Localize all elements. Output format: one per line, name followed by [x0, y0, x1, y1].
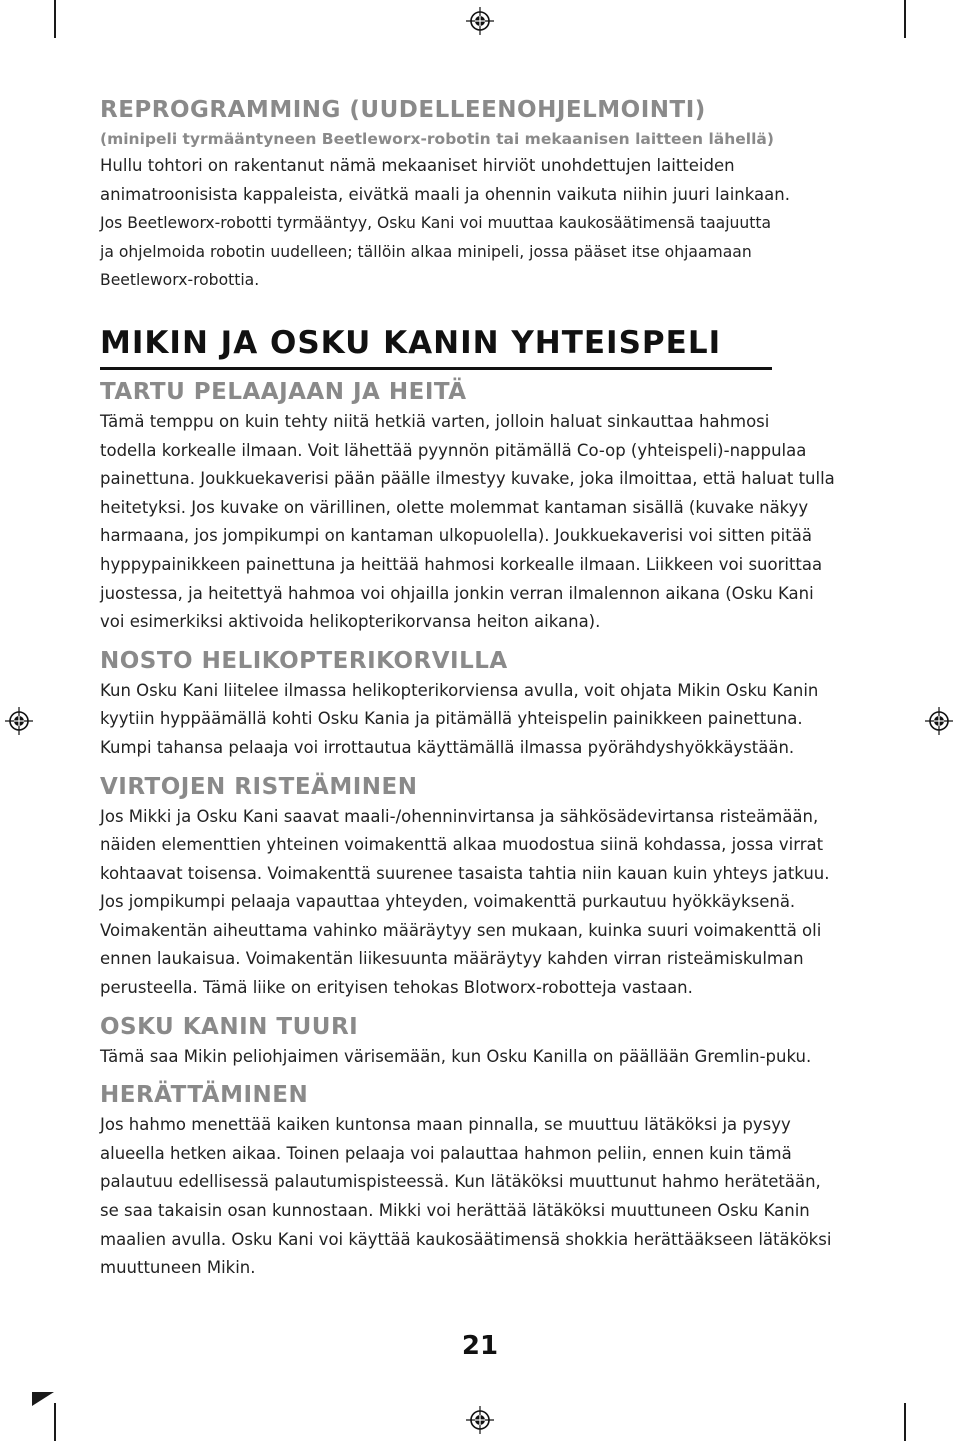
paragraph-line: Jos hahmo menettää kaiken kuntonsa maan pinnalla, se muuttuu lätäköksi ja pysyy	[100, 1115, 791, 1135]
crop-mark-icon	[54, 0, 56, 38]
paragraph-line: näiden elementtien yhteinen voimakenttä alkaa muodostua siinä kohdassa, jossa virrat	[100, 835, 824, 855]
paragraph-line: muuttuneen Mikin.	[100, 1258, 256, 1278]
paragraph-line: maalien avulla. Osku Kani voi käyttää kaukosäätimensä shokkia herättääkseen lätäköksi	[100, 1229, 832, 1249]
section-tartu	[100, 376, 870, 637]
section-title: MIKIN JA OSKU KANIN YHTEISPELI	[100, 323, 772, 370]
paragraph-line: Tämä saa Mikin peliohjaimen värisemään, kun Osku Kanilla on päällään Gremlin-puku.	[100, 1046, 812, 1066]
crop-mark-icon	[904, 0, 906, 38]
section-virtojen	[100, 771, 870, 1003]
paragraph-line: harmaana, jos jompikumpi on kantaman ulkopuolella). Joukkuekaverisi voi sitten pitää	[100, 526, 812, 546]
page-content	[100, 94, 870, 1283]
paragraph-line: Jos jompikumpi pelaaja vapauttaa yhteyden, voimakenttä purkautuu hyökkäyksenä.	[100, 892, 796, 912]
paragraph-line: ja ohjelmoida robotin uudelleen; tällöin alkaa minipeli, jossa pääset itse ohjaamaan	[100, 242, 752, 261]
section-heading: NOSTO HELIKOPTERIKORVILLA	[100, 647, 508, 674]
section-heading: REPROGRAMMING (UUDELLEENOHJELMOINTI)	[100, 97, 706, 123]
paragraph-line: Tämä temppu on kuin tehty niitä hetkiä varten, jolloin haluat sinkauttaa hahmosi	[100, 411, 770, 431]
crop-mark-icon	[904, 1403, 906, 1441]
paragraph-line: palautuu edellisessä palautumispisteessä. Kun lätäköksi muuttunut hahmo herätetään,	[100, 1172, 821, 1192]
corner-triangle-icon	[32, 1392, 54, 1406]
section-tuuri	[100, 1011, 870, 1072]
section-nosto	[100, 645, 870, 763]
section-coop	[100, 323, 870, 370]
paragraph-line: alueella hetken aikaa. Toinen pelaaja voi palauttaa hahmon peliin, ennen kuin tämä	[100, 1143, 792, 1163]
section-heading: VIRTOJEN RISTEÄMINEN	[100, 773, 418, 800]
registration-mark-icon	[465, 6, 495, 36]
paragraph-line: Kun Osku Kani liitelee ilmassa helikopterikorviensa avulla, voit ohjata Mikin Osku Kanin	[100, 680, 819, 700]
paragraph-line: Jos Mikki ja Osku Kani saavat maali-/ohenninvirtansa ja sähkösädevirtansa risteämään,	[100, 806, 819, 826]
section-herattaminen	[100, 1079, 870, 1283]
paragraph-line: todella korkealle ilmaan. Voit lähettää pyynnön pitämällä Co-op (yhteispeli)-nappulaa	[100, 440, 807, 460]
paragraph-line: Kumpi tahansa pelaaja voi irrottautua käyttämällä ilmassa pyörähdyshyökkäystään.	[100, 737, 795, 757]
paragraph-line: se saa takaisin osan kunnostaan. Mikki voi herättää lätäköksi muuttuneen Osku Kanin	[100, 1201, 810, 1221]
paragraph-line: Voimakentän aiheuttama vahinko määräytyy sen mukaan, kuinka suuri voimakenttä oli	[100, 920, 822, 940]
paragraph-line: hyppypainikkeen painettuna ja heittää hahmosi korkealle ilmaan. Liikkeen voi suorittaa	[100, 554, 823, 574]
section-heading: OSKU KANIN TUURI	[100, 1013, 359, 1040]
paragraph-line: Hullu tohtori on rakentanut nämä mekaaniset hirviöt unohdettujen laitteiden	[100, 156, 735, 175]
section-reprogramming	[100, 94, 870, 295]
paragraph-line: heitetyksi. Jos kuvake on värillinen, olette molemmat kantaman sisällä (kuvake näkyy	[100, 497, 809, 517]
paragraph-line: voi esimerkiksi aktivoida helikopterikorvansa heiton aikana).	[100, 612, 601, 632]
paragraph-line: Beetleworx-robottia.	[100, 271, 260, 290]
registration-mark-icon	[465, 1405, 495, 1435]
section-heading: HERÄTTÄMINEN	[100, 1082, 309, 1109]
paragraph-line: painettuna. Joukkuekaverisi pään päälle ilmestyy kuvake, joka ilmoittaa, että haluat tulla	[100, 469, 835, 489]
section-heading: TARTU PELAAJAAN JA HEITÄ	[100, 378, 467, 405]
registration-mark-icon	[924, 706, 954, 736]
paragraph-line: kohtaavat toisensa. Voimakenttä suurenee tasaista tahtia niin kauan kuin yhteys jatkuu.	[100, 863, 830, 883]
paragraph-line: kyytiin hyppäämällä kohti Osku Kania ja pitämällä yhteispelin painikkeen painettuna.	[100, 709, 803, 729]
paragraph-line: ennen laukaisua. Voimakentän liikesuunta määräytyy kahden virran risteämiskulman	[100, 949, 804, 969]
page-number: 21	[461, 1331, 499, 1361]
paragraph-line: Jos Beetleworx-robotti tyrmääntyy, Osku Kani voi muuttaa kaukosäätimensä taajuutta	[100, 214, 772, 233]
paragraph-line: juostessa, ja heitettyä hahmoa voi ohjailla jonkin verran ilmalennon aikana (Osku Kani	[100, 583, 814, 603]
paragraph-line: perusteella. Tämä liike on erityisen tehokas Blotworx-robotteja vastaan.	[100, 978, 693, 998]
crop-mark-icon	[54, 1403, 56, 1441]
section-subheading: (minipeli tyrmääntyneen Beetleworx-robotin tai mekaanisen laitteen lähellä)	[100, 130, 774, 148]
registration-mark-icon	[4, 706, 34, 736]
paragraph-line: animatroonisista kappaleista, eivätkä maali ja ohennin vaikuta niihin juuri lainkaan.	[100, 184, 790, 204]
